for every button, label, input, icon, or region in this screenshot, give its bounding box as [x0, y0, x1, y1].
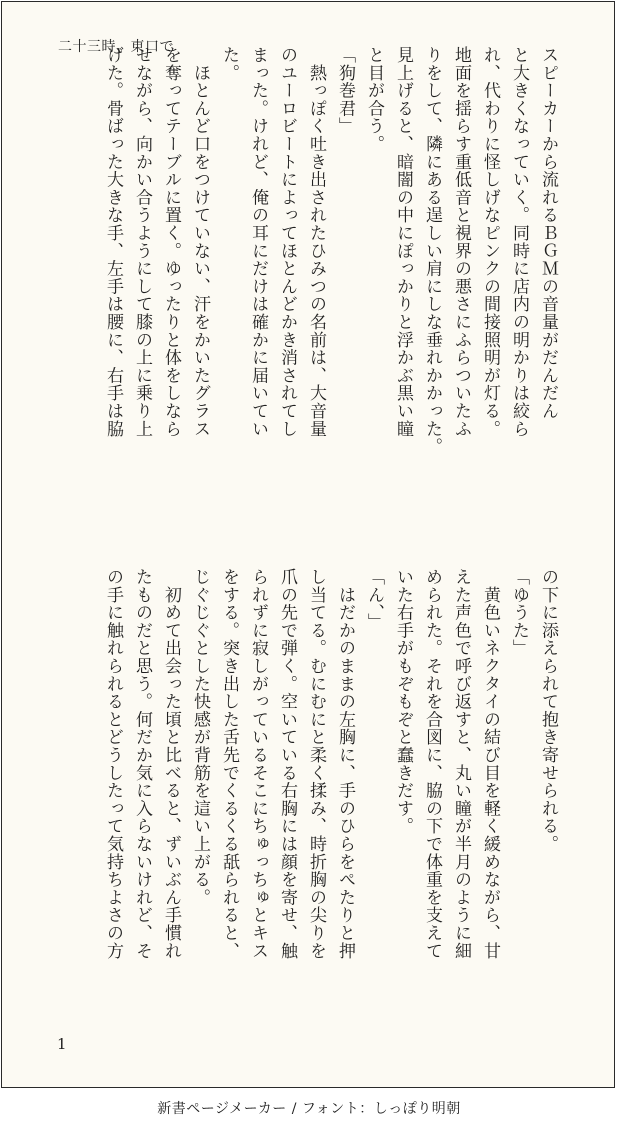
body-text-bottom-block: の下に添えられて抱き寄せられる。 「ゆうた」 黄色いネクタイの結び目を軽く緩めながら、甘 えた声色で呼び返すと、丸い瞳が半月のように細 められた。それを合図に、脇の下で体重を支えて いた右手がもぞもぞと蠢きだす。 「ん、」 はだかのままの左胸に、手のひらをぺたりと押 し当てる。むにむにと柔く揉み、時折胸の尖りを 爪の先で弾く。空いている右胸には顔を寄せ、触 られずに寂しがっているそこにちゅっちゅとキス をする。突き出した舌先でくるくる舐られると、 じぐじぐとした快感が背筋を這い上がる。 初めて出会った頃と比べると、ずいぶん手慣れ たものだと思う。何だか気に入らないけれど、そ の手に触れられるとどうしたって気持ちよさの方: [103, 568, 558, 960]
page-number: 1: [57, 1035, 67, 1053]
chapter-title: 二十三時、東口で: [58, 39, 174, 55]
generator-credit: 新書ページメーカー / フォント：しっぽり明朝: [157, 1101, 461, 1117]
book-page: [1, 1, 615, 1088]
body-text-top-block: スピーカーから流れるＢＧＭの音量がだんだん と大きくなっていく。同時に店内の明かりは絞ら れ、代わりに怪しげなピンクの間接照明が灯る。 地面を揺らす重低音と視界の悪さにふらついたふ りをして、隣にある逞しい肩にしな垂れかかった。 見上げると、暗闇の中にぽっかりと浮かぶ黒い瞳 と目が合う。 「狗巻君」 熱っぽく吐き出されたひみつの名前は、大音量 のユーロビートによってほとんどかき消されてし まった。けれど、俺の耳にだけは確かに届いてい た。 ほとんど口をつけていない、汗をかいたグラス を奪ってテーブルに置く。ゆったりと体をしなら せながら、向かい合うようにして膝の上に乗り上 げた。骨ばった大きな手、左手は腰に、右手は脇: [103, 46, 558, 456]
